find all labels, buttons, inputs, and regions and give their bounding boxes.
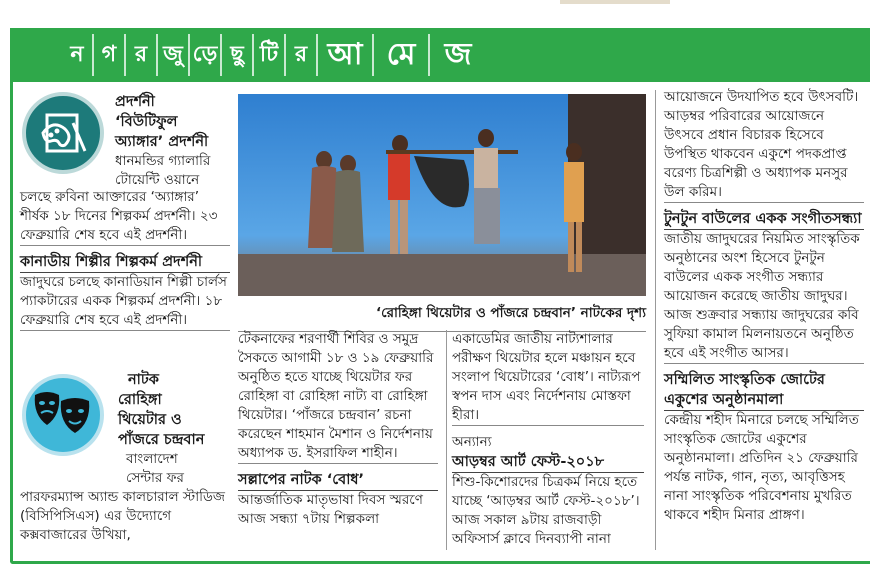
- top-mark: [560, 0, 670, 4]
- drama-heading: [118, 370, 233, 488]
- drama-wrap-2: সেন্টার ফর: [126, 470, 184, 486]
- tuntun-body: জাতীয় জাদুঘরের নিয়মিত সাংস্কৃতিক অনুষ্ঠানের অংশ হিসেবে টুনটুন বাউলের একক সংগীত সন্ধ্যার আয়োজন করেছে জাতীয় জাদুঘর। আজ শুক্রবার সন্ধ্যায় জাদুঘরের কবি সুফিয়া কামাল মিলনায়তনে অনুষ্ঠিত হবে এই সংগীত আসর।: [664, 230, 864, 364]
- exhibit-wrap-1: ধানমন্ডির গ্যালারি: [115, 153, 211, 169]
- drama-heading-4: পাঁজরে চন্দ্রবান: [118, 432, 205, 448]
- canadian-body: জাদুঘরে চলছে কানাডিয়ান শিল্পী চার্লস প্যাকটারের একক শিল্পকর্ম প্রদর্শনী। ১৮ ফেব্রুয়ারি শেষ হবে এই প্রদর্শনী।: [20, 273, 230, 331]
- academy-text: একাডেমির জাতীয় নাট্যশালার পরীক্ষণ থিয়েটার হলে মঞ্চায়ন হবে সংলাপ থিয়েটারের ‘বোধ’। নাট্যরূপ স্বপন দাস এবং নির্দেশনায় মোস্তফা হীরা।: [452, 330, 644, 426]
- top-strip: [0, 0, 870, 22]
- theatre-masks-icon: [22, 374, 104, 456]
- drama-heading-2: রোহিঙ্গা: [118, 392, 162, 408]
- drama-body-col: [20, 488, 232, 545]
- exhibit-body: চলছে রুবিনা আক্তারের ‘অ্যাঙ্গার’ শীর্ষক ১৮ দিনের শিল্পকর্ম প্রদর্শনী। ২৩ ফেব্রুয়ারি শেষ হবে এই প্রদর্শনী।: [20, 188, 230, 246]
- fest-continued: আয়োজনে উদযাপিত হবে উৎসবটি। আড়ম্বর পরিবারের আয়োজনে উৎসবে প্রধান বিচারক হিসেবে উপস্থিত থাকবেন একুশে পদকপ্রাপ্ত বরেণ্য চিত্রশিল্পী ও অধ্যাপক মনসুর উল করিম।: [664, 88, 864, 203]
- bodh-heading: সল্লাপের নাটক ‘বোধ’: [238, 470, 438, 491]
- palette-icon: [22, 92, 104, 174]
- mid-column: [238, 330, 438, 529]
- jote-heading: সম্মিলিত সাংস্কৃতিক জোটের একুশের অনুষ্ঠানমালা: [664, 370, 864, 411]
- frame-left: [10, 82, 13, 564]
- fest-heading: আড়ম্বর আর্ট ফেস্ট-২০১৮: [452, 452, 644, 473]
- column-divider-1: [446, 330, 447, 550]
- exhibit-heading: [115, 92, 235, 190]
- exhibit-heading-3: অ্যাঙ্গার’ প্রদর্শনী: [115, 134, 209, 150]
- column-divider-2: [655, 90, 656, 550]
- drama-body: পারফরম্যান্স অ্যান্ড কালচারাল স্টাডিজ (বিসিপিসিএস) এর উদ্যোগে কক্সবাজারের উখিয়া,: [20, 489, 225, 543]
- center-column: [452, 330, 644, 549]
- section-banner: [10, 28, 870, 82]
- jote-body: কেন্দ্রীয় শহীদ মিনারে চলছে সম্মিলিত সাংস্কৃতিক জোটের একুশের অনুষ্ঠানমালা। প্রতিদিন ২১ ফেব্রুয়ারি পর্যন্ত নাটক, গান, নৃত্য, আবৃত্তিসহ নানা সাংস্কৃতিক পরিবেশনায় মুখরিত থাকবে শহীদ মিনার প্রাঙ্গণ।: [664, 412, 859, 523]
- tuntun-heading: টুনটুন বাউলের একক সংগীতসন্ধ্যা: [664, 209, 864, 230]
- stage-photo: [238, 94, 646, 296]
- exhibit-heading-2: ‘বিউটিফুল: [115, 114, 178, 130]
- banner-char: ড়ে: [190, 34, 222, 76]
- banner-char: মে: [374, 34, 430, 76]
- banner-char: র: [126, 34, 158, 76]
- photo-caption: ‘রোহিঙ্গা থিয়েটার ও পাঁজরে চন্দ্রবান’ নাটকের দৃশ্য: [238, 302, 646, 332]
- fest-body: শিশু-কিশোরদের চিত্রকর্ম নিয়ে হতে যাচ্ছে ‘আড়ম্বর আর্ট ফেস্ট-২০১৮’। আজ সকাল ৯টায় রাজবাড়ী অফিসার্স ক্লাবে দিনব্যাপী নানা: [452, 474, 640, 547]
- exhibit-heading-1: প্রদর্শনী: [115, 94, 155, 110]
- banner-char: জ: [444, 36, 472, 72]
- frame-bottom: [10, 561, 870, 564]
- others-label: অন্যান্য: [452, 434, 492, 450]
- drama-continued: টেকনাফের শরণার্থী শিবির ও সমুদ্র সৈকতে আগামী ১৮ ও ১৯ ফেব্রুয়ারি অনুষ্ঠিত হতে যাচ্ছে থিয়েটার ফর রোহিঙ্গা বা রোহিঙ্গা নাট্য বা রোহিঙ্গা থিয়েটার। ‘পাঁজরে চন্দ্রবান’ রচনা করেছেন শাহমান মৈশান ও নির্দেশনায় অধ্যাপক ড. ইসরাফিল শাহীন।: [238, 330, 438, 464]
- drama-heading-1: নাটক: [128, 372, 159, 388]
- banner-char: র: [286, 34, 318, 76]
- exhibit-wrap-2: টোয়েন্টি ওয়ানে: [115, 172, 200, 188]
- banner-char: ছু: [222, 34, 254, 76]
- banner-char: ন: [62, 34, 94, 76]
- drama-heading-3: থিয়েটার ও: [118, 412, 182, 428]
- right-column: [664, 88, 864, 525]
- drama-wrap-1: বাংলাদেশ: [126, 451, 178, 467]
- banner-char: গ: [94, 34, 126, 76]
- left-column: [20, 188, 230, 337]
- banner-char: আ: [318, 34, 374, 76]
- banner-char: জু: [158, 34, 190, 76]
- banner-char: টি: [254, 34, 286, 76]
- bodh-body: আন্তর্জাতিক মাতৃভাষা দিবস স্মরণে আজ সন্ধ্যা ৭টায় শিল্পকলা: [238, 492, 423, 527]
- canadian-heading: কানাডীয় শিল্পীর শিল্পকর্ম প্রদর্শনী: [20, 252, 230, 273]
